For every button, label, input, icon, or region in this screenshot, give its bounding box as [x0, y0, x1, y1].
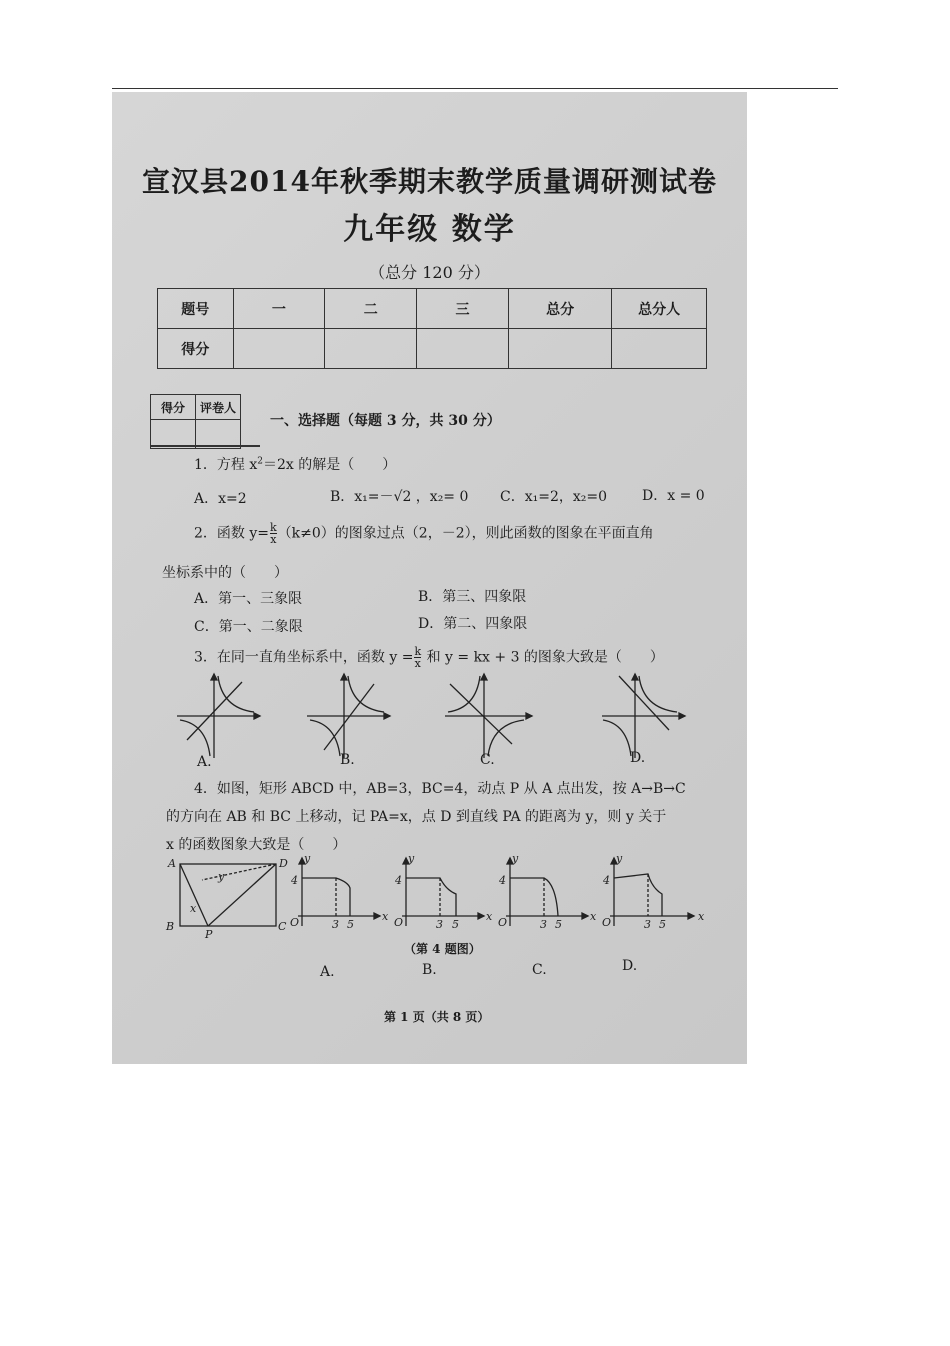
q3-label-c: C.	[480, 752, 495, 768]
x-tick-5: 5	[347, 918, 354, 931]
q4-choice-b: B.	[422, 962, 437, 978]
score-cell-section-1: 一	[233, 289, 325, 329]
q2-stem-pre: 2．函数 y=	[194, 525, 269, 542]
q4-label-a: A	[168, 857, 176, 870]
score-blank	[233, 329, 325, 369]
origin-label: O	[498, 916, 508, 929]
q3-graph-c	[445, 674, 532, 758]
q2-stem-post: （k≠0）的图象过点（2，－2），则此函数的图象在平面直角	[277, 525, 654, 542]
q4-graph-c	[498, 854, 597, 931]
q4-figure-caption: （第 4 题图）	[404, 942, 481, 956]
x-tick-3: 3	[436, 918, 443, 931]
q4-rectangle-figure	[165, 857, 288, 940]
q1-option-c: C．x₁=2，x₂=0	[500, 489, 608, 505]
q4-graph-d	[602, 854, 705, 931]
origin-label: O	[602, 916, 612, 929]
x-tick-3: 3	[332, 918, 339, 931]
x-tick-5: 5	[659, 918, 666, 931]
origin-label: O	[290, 916, 300, 929]
origin-label: O	[394, 916, 404, 929]
y-axis-label: y	[408, 854, 415, 865]
q4-line-2: 的方向在 AB 和 BC 上移动，记 PA=x，点 D 到直线 PA 的距离为 y，则 y 关于	[166, 809, 667, 825]
x-axis-label: x	[698, 910, 705, 923]
score-cell-scorer: 总分人	[612, 289, 707, 329]
y-tick-4: 4	[291, 874, 298, 887]
q4-graph-a	[290, 854, 389, 931]
q1-stem-post: ＝2x 的解是（ ）	[263, 457, 397, 473]
x-tick-5: 5	[452, 918, 459, 931]
x-tick-5: 5	[555, 918, 562, 931]
exam-subtitle: 九年级 数学	[343, 212, 516, 247]
q4-label-y: y	[218, 870, 225, 883]
q4-label-x: x	[190, 902, 197, 915]
grader-table	[150, 394, 241, 449]
q4-label-p: P	[205, 928, 213, 940]
grader-name-label: 评卷人	[196, 395, 241, 420]
section-rule	[150, 445, 260, 447]
question-2-stem	[194, 522, 654, 545]
q4-figures	[162, 854, 712, 940]
score-blank	[508, 329, 611, 369]
q4-choice-d: D.	[622, 958, 638, 974]
score-blank	[325, 329, 417, 369]
y-axis-label: y	[512, 854, 519, 865]
q3-stem-pre: 3．在同一直角坐标系中，函数 y =	[194, 649, 414, 666]
q3-graph-d	[602, 674, 685, 758]
question-1-stem	[194, 454, 396, 474]
q3-label-d: D.	[630, 750, 646, 766]
q3-frac-num: k	[414, 645, 422, 658]
q4-line-1: 4．如图，矩形 ABCD 中，AB=3，BC=4，动点 P 从 A 点出发，按 A→B→C	[194, 781, 686, 797]
q3-graph-a	[177, 674, 260, 758]
exam-title: 宣汉县2014年秋季期末教学质量调研测试卷	[142, 165, 717, 198]
q2-option-d: D．第二、四象限	[418, 616, 528, 632]
x-tick-3: 3	[644, 918, 651, 931]
score-table-header-row	[158, 289, 707, 329]
y-tick-4: 4	[395, 874, 402, 887]
score-row-label: 得分	[158, 329, 234, 369]
q3-graph-b	[307, 674, 390, 758]
q3-label-b: B.	[340, 752, 355, 768]
y-axis-label: y	[616, 854, 623, 865]
score-table	[157, 288, 707, 369]
x-axis-label: x	[590, 910, 597, 923]
y-tick-4: 4	[603, 874, 610, 887]
q4-label-c: C	[278, 920, 287, 933]
q2-frac-num: k	[270, 521, 277, 534]
y-tick-4: 4	[499, 874, 506, 887]
x-axis-label: x	[486, 910, 493, 923]
x-tick-3: 3	[540, 918, 547, 931]
q2-frac-den: x	[270, 533, 277, 546]
score-table-score-row	[158, 329, 707, 369]
score-cell-total: 总分	[508, 289, 611, 329]
y-axis-label: y	[304, 854, 311, 865]
q2-stem-line2: 坐标系中的（ ）	[162, 565, 288, 581]
page-footer: 第 1 页（共 8 页）	[384, 1010, 490, 1024]
score-blank	[417, 329, 509, 369]
total-score: （总分 120 分）	[369, 263, 490, 282]
q2-option-b: B．第三、四象限	[418, 589, 527, 605]
q1-exponent: 2	[257, 456, 263, 467]
q2-option-a: A．第一、三象限	[194, 591, 303, 607]
q4-graph-b	[394, 854, 493, 931]
q1-stem-pre: 1．方程 x	[194, 457, 258, 473]
grader-score-label: 得分	[151, 395, 196, 420]
q2-fraction	[270, 522, 277, 545]
section-1-heading: 一、选择题（每题 3 分，共 30 分）	[270, 413, 501, 429]
q3-frac-den: x	[414, 657, 421, 670]
q3-fraction	[414, 646, 421, 669]
q4-label-b: B	[166, 920, 175, 933]
score-cell-section-2: 二	[325, 289, 417, 329]
exam-photo	[112, 92, 747, 1064]
x-axis-label: x	[382, 910, 389, 923]
score-cell-section-3: 三	[417, 289, 509, 329]
q1-option-b: B．x₁=－√2 ，x₂= 0	[330, 489, 469, 505]
question-3-stem	[194, 646, 664, 669]
q4-line-3: x 的函数图象大致是（ ）	[166, 837, 347, 853]
top-rule	[112, 88, 838, 89]
q2-option-c: C．第一、二象限	[194, 619, 303, 635]
score-blank	[612, 329, 707, 369]
q3-label-a: A.	[197, 754, 212, 770]
score-cell-label: 题号	[158, 289, 234, 329]
q4-label-d: D	[279, 857, 288, 870]
q1-option-a: A．x=2	[194, 491, 247, 507]
q1-option-d: D．x = 0	[642, 488, 705, 504]
q3-stem-post: 和 y = kx + 3 的图象大致是（ ）	[422, 649, 664, 666]
q4-choice-a: A.	[320, 964, 335, 980]
q4-choice-c: C.	[532, 962, 547, 978]
